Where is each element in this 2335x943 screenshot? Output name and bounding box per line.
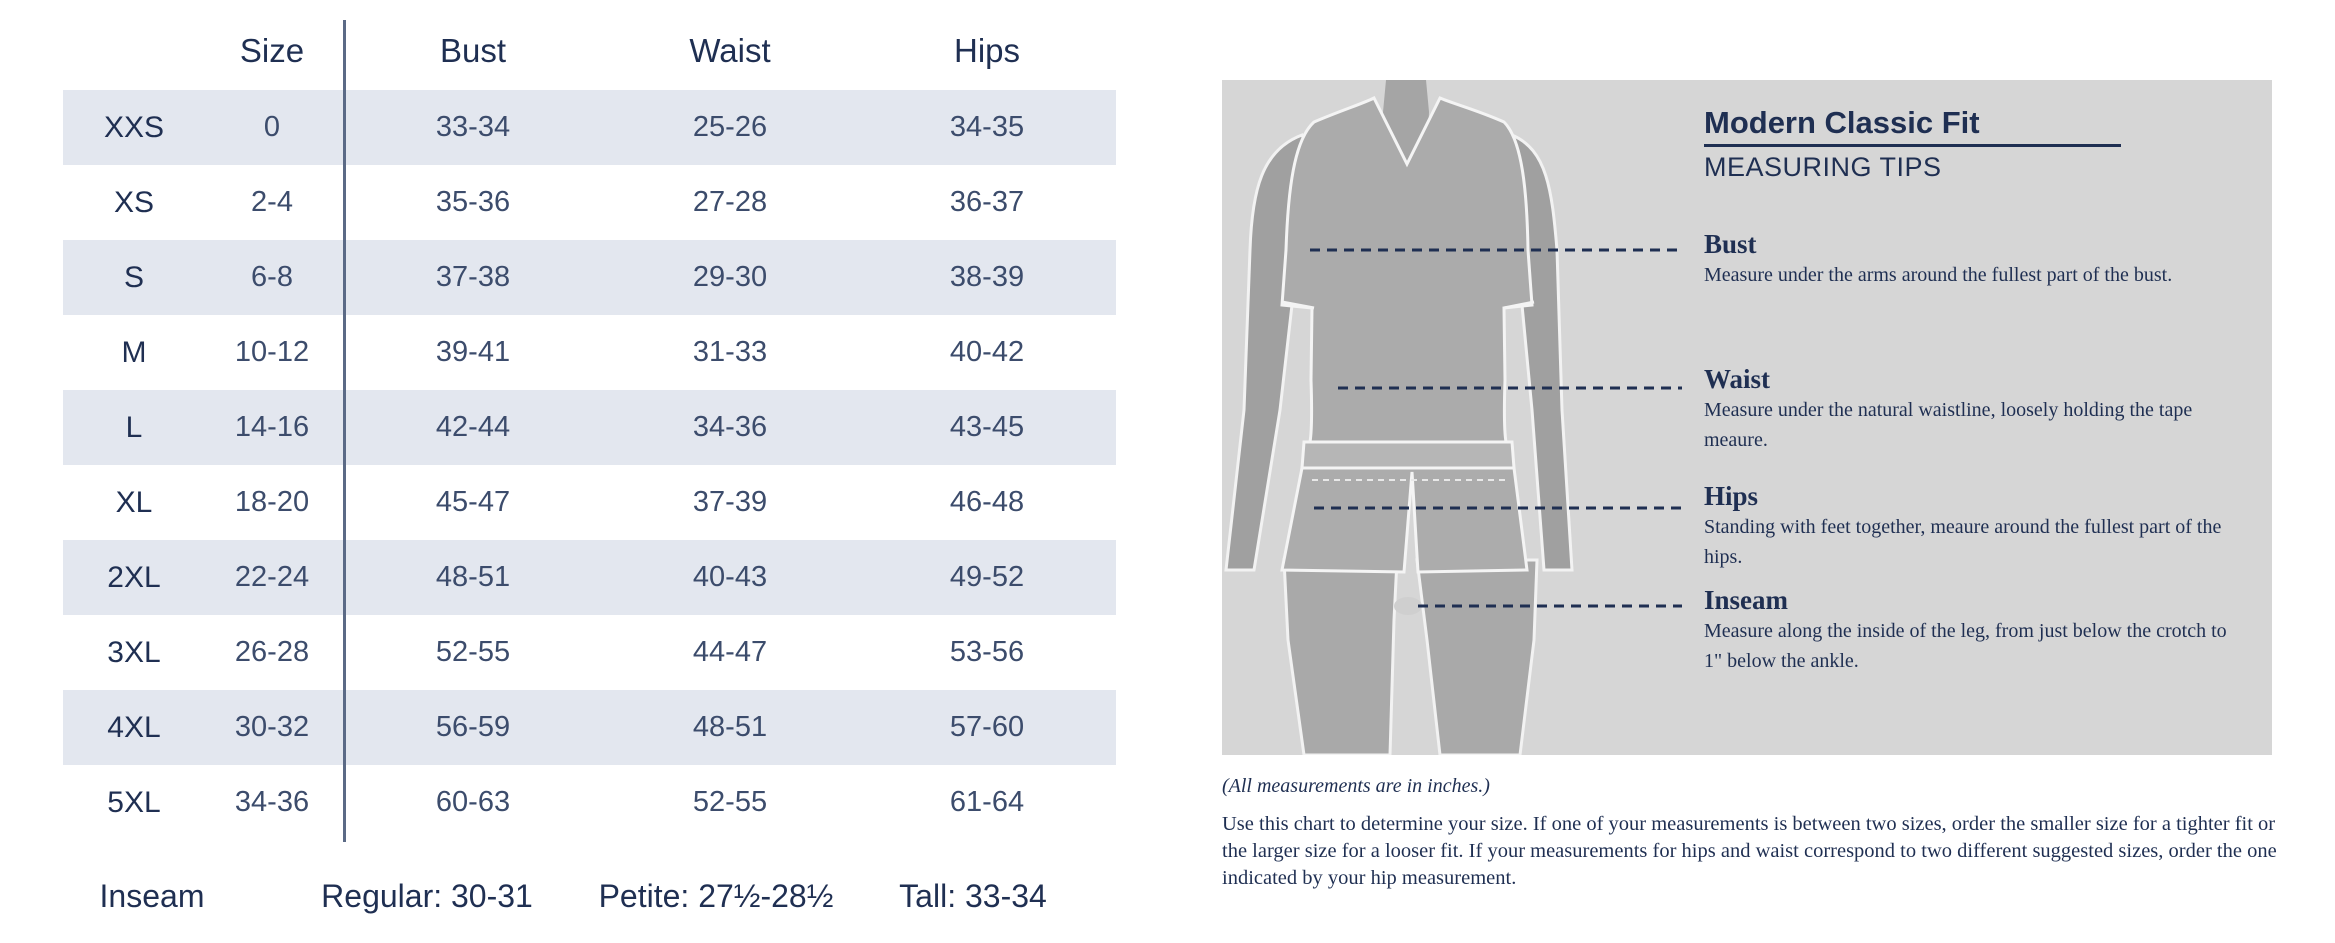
hips-value: 46-48 [949, 486, 1025, 518]
bust-value: 60-63 [435, 786, 511, 818]
waist-value: 34-36 [692, 411, 768, 443]
hips-value: 49-52 [949, 561, 1025, 593]
waist-value: 31-33 [692, 336, 768, 368]
inseam-petite: Petite: 27½-28½ [598, 878, 834, 914]
table-row [63, 615, 1116, 690]
hips-value: 61-64 [949, 786, 1025, 818]
hips-value: 38-39 [949, 261, 1025, 293]
bust-value: 33-34 [435, 111, 511, 143]
size-chart-table [0, 0, 1130, 943]
tip-waist [1704, 363, 2244, 455]
column-header-waist: Waist [689, 32, 771, 69]
table-row [63, 690, 1116, 765]
hips-value: 43-45 [949, 411, 1025, 443]
size-number: 26-28 [234, 636, 310, 668]
waist-value: 27-28 [692, 186, 768, 218]
tip-text: Measure along the inside of the leg, from just below the crotch to 1" below the ankle. [1704, 620, 2227, 672]
units-note: (All measurements are in inches.) [1222, 775, 1490, 797]
table-row [63, 90, 1116, 165]
column-header-bust: Bust [439, 32, 507, 69]
waist-value: 52-55 [692, 786, 768, 818]
tip-text: Standing with feet together, meaure around the fullest part of the hips. [1704, 516, 2222, 568]
column-divider [343, 20, 346, 842]
column-header-size: Size [239, 32, 305, 69]
tip-heading: Bust [1704, 229, 1757, 259]
tip-heading: Inseam [1704, 585, 1789, 615]
table-row [63, 540, 1116, 615]
tip-text: Measure under the natural waistline, loosely holding the tape meaure. [1704, 399, 2193, 451]
hips-value: 53-56 [949, 636, 1025, 668]
size-number: 6-8 [251, 261, 293, 293]
bust-value: 56-59 [435, 711, 511, 743]
table-row [63, 240, 1116, 315]
size-label: S [123, 261, 145, 294]
size-label: L [125, 411, 143, 444]
bust-value: 48-51 [435, 561, 511, 593]
tip-inseam [1704, 584, 2244, 676]
hips-value: 40-42 [949, 336, 1025, 368]
waist-value: 25-26 [692, 111, 768, 143]
size-label: XS [113, 186, 155, 219]
inseam-label: Inseam [99, 878, 205, 914]
bust-value: 52-55 [435, 636, 511, 668]
bust-value: 37-38 [435, 261, 511, 293]
table-row [63, 390, 1116, 465]
table-row [63, 165, 1116, 240]
table-row [63, 315, 1116, 390]
size-number: 18-20 [234, 486, 310, 518]
waist-value: 40-43 [692, 561, 768, 593]
size-number: 30-32 [234, 711, 310, 743]
size-number: 0 [263, 111, 281, 143]
size-number: 2-4 [251, 186, 293, 218]
tip-heading: Hips [1704, 481, 1759, 511]
inseam-regular: Regular: 30-31 [321, 878, 533, 914]
tip-text: Measure under the arms around the fullest part of the bust. [1704, 264, 2173, 286]
inseam-tall: Tall: 33-34 [899, 878, 1047, 914]
table-row [63, 465, 1116, 540]
waist-value: 44-47 [692, 636, 768, 668]
bust-value: 35-36 [435, 186, 511, 218]
sizing-instructions: Use this chart to determine your size. If one of your measurements is between two sizes, order the smaller size for a tighter fit or the larger size for a looser fit. If your measurements for hips and waist correspond to two different suggested sizes, order the one indicated by your hip measurement. [1222, 813, 2277, 889]
waist-value: 37-39 [692, 486, 768, 518]
size-label: XXS [103, 111, 165, 144]
size-label: 4XL [107, 711, 161, 744]
size-number: 34-36 [234, 786, 310, 818]
size-label: M [121, 336, 147, 369]
size-label: XL [115, 486, 153, 519]
size-number: 22-24 [234, 561, 310, 593]
size-number: 14-16 [234, 411, 310, 443]
bust-value: 39-41 [435, 336, 511, 368]
table-row [63, 765, 1116, 840]
measuring-tips-panel [1222, 80, 2272, 755]
size-label: 5XL [107, 786, 161, 819]
panel-title: Modern Classic Fit [1704, 105, 1980, 140]
waist-value: 29-30 [692, 261, 768, 293]
bust-value: 42-44 [435, 411, 511, 443]
hips-value: 57-60 [949, 711, 1025, 743]
tip-bust [1704, 228, 2244, 290]
size-number: 10-12 [234, 336, 310, 368]
tip-heading: Waist [1704, 364, 1771, 394]
hips-value: 36-37 [949, 186, 1025, 218]
size-label: 2XL [107, 561, 161, 594]
title-underline [1704, 144, 2121, 147]
size-label: 3XL [107, 636, 161, 669]
panel-subtitle: MEASURING TIPS [1704, 152, 1942, 182]
tip-hips [1704, 480, 2244, 572]
waist-value: 48-51 [692, 711, 768, 743]
hips-value: 34-35 [949, 111, 1025, 143]
column-header-hips: Hips [953, 32, 1021, 69]
bust-value: 45-47 [435, 486, 511, 518]
